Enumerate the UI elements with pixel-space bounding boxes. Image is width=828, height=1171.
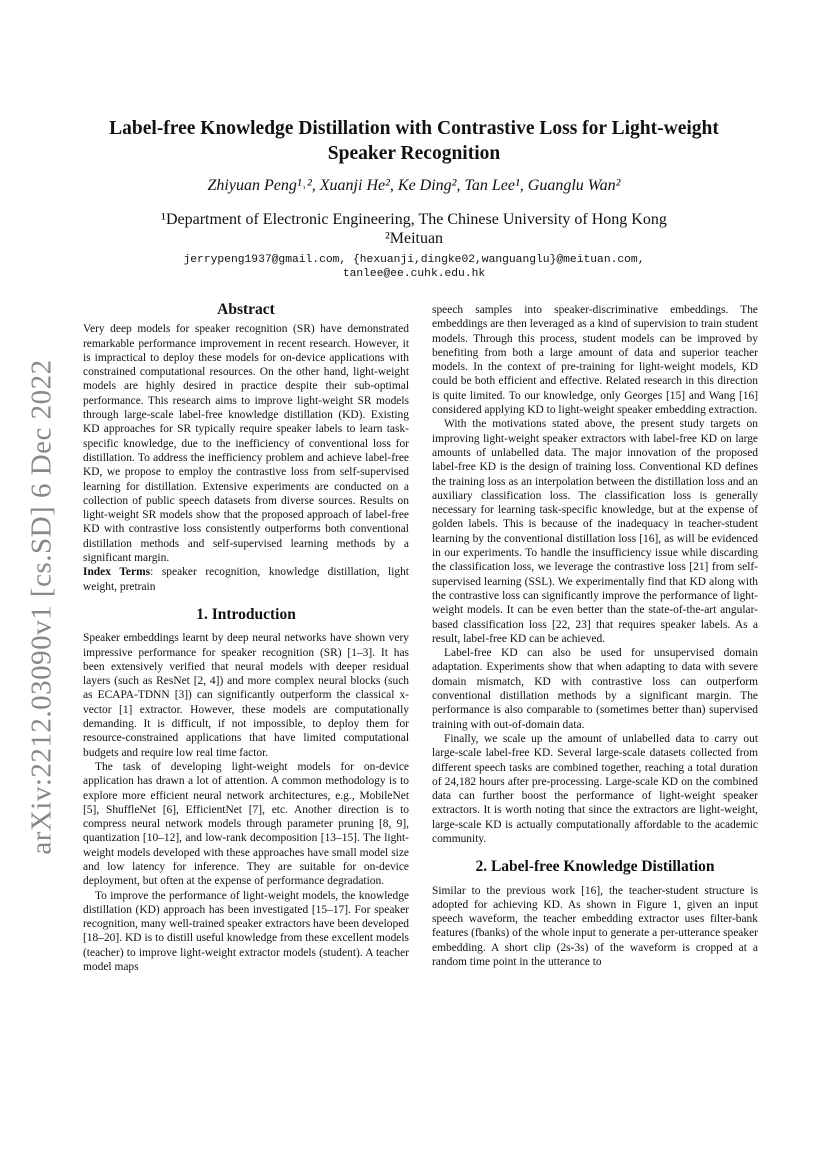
abstract-heading: Abstract xyxy=(217,301,275,318)
intro-paragraph-1: Speaker embeddings learnt by deep neural networks have shown very impressive performance for speaker recognition (SR) [1–3]. It has been extensively verified that neural models with deeper residual layers (such as ResNet [2, 4]) and more complex neural blocks (such as ECAPA-TDNN [3]) can significantly outperform the classical x-vector [1] extractor. However, these models are computationally demanding. It is difficult, if not impossible, to deploy them for resource-constrained applications that have limited computational budgets and require low real time factor. xyxy=(83,632,409,759)
email-line-1: jerrypeng1937@gmail.com, {hexuanji,dingke02,wanguanglu}@meituan.com, xyxy=(183,254,645,266)
intro-paragraph-6: Label-free KD can also be used for unsupervised domain adaptation. Experiments show that when adapting to data with severe domain mismatch, KD with contrastive loss can outperform conventional distillation methods by a significant margin. The performance is also comparable to (sometimes better than) supervised training with out-of-domain data. xyxy=(432,647,758,731)
index-terms xyxy=(83,565,409,594)
section-2-paragraph-1: Similar to the previous work [16], the teacher-student structure is adopted for achieving KD. As shown in Figure 1, given an input speech waveform, the teacher embedding extractor uses filter-bank features (fbanks) of the whole input to generate a per-utterance speaker embedding. A short clip (2s-3s) of the waveform is cropped at a random time point in the utterance to xyxy=(432,884,758,969)
intro-paragraph-2: The task of developing light-weight models for on-device application has drawn a lot of attention. A common methodology is to explore more efficient neural network architectures, e.g., MobileNet [5], ShuffleNet [6], EfficientNet [7], etc. Another direction is to compress neural network models through parameter pruning [8, 9], quantization [10–12], and low-rank decomposition [13–15]. The light-weight models developed with these approaches have small model size and low latency for inference. They are suitable for on-device deployment, but often at the expense of performance degradation. xyxy=(83,760,409,888)
index-terms-text: : speaker recognition, knowledge distillation, light weight, pretrain xyxy=(83,566,409,593)
intro-paragraph-3: To improve the performance of light-weight models, the knowledge distillation (KD) approach has been investigated [15–17]. For speaker recognition, many well-trained speaker extractors have been developed [18–20]. KD is to distill useful knowledge from these excellent models (teacher) to improve light-weight extractor models (student). A teacher model maps xyxy=(83,889,409,974)
arxiv-identifier: arXiv:2212.03090v1 [cs.SD] 6 Dec 2022 xyxy=(25,359,58,855)
affiliations xyxy=(90,210,738,248)
author-emails xyxy=(90,253,738,281)
intro-paragraph-4: speech samples into speaker-discriminative embeddings. The embeddings are then leveraged as a kind of supervision to train student models. Through this process, student models can be improved by benefiting from both a large amount of data and superior teacher models. In the context of pre-training for light-weight models, KD could be both efficient and effective. Related research in this direction is quite limited. To our knowledge, only Georges [15] and Wang [16] considered applying KD to light-weight speaker embedding extraction. xyxy=(432,304,758,417)
affiliation-2: ²Meituan xyxy=(384,230,444,247)
paper-title: Label-free Knowledge Distillation with Contrastive Loss for Light-weight Speaker Recognition xyxy=(109,118,719,164)
section-2-heading: 2. Label-free Knowledge Distillation xyxy=(475,858,715,876)
author-list: Zhiyuan Peng¹˒², Xuanji He², Ke Ding², Tan Lee¹, Guanglu Wan² xyxy=(207,177,621,194)
left-column xyxy=(83,303,409,974)
abstract-text: Very deep models for speaker recognition (SR) have demonstrated remarkable performance improvement in recent research. However, it is impractical to deploy these models for on-device applications with constrained computational resources. On the other hand, light-weight models are highly desired in practice despite their sub-optimal performance. This research aims to improve light-weight SR models through large-scale label-free knowledge distillation (KD). Existing KD approaches for SR typically require speaker labels to learn task-specific knowledge, due to the inefficiency of conventional loss for distillation. To address the inefficiency problem and achieve label-free KD, we propose to employ the contrastive loss from self-supervised learning for distillation. Extensive experiments are conducted on a collection of public speech datasets from diverse sources. Results on light-weight SR models show that the proposed approach of label-free KD with contrastive loss consistently outperforms both conventional distillation methods and self-supervised learning methods by a significant margin. xyxy=(83,323,409,565)
arxiv-sidebar xyxy=(22,359,62,855)
intro-paragraph-7: Finally, we scale up the amount of unlabelled data to carry out large-scale label-free KD. Several large-scale datasets collected from different speech tasks are combined together, reaching a total duration of 24,182 hours after pre-processing. Large-scale KD on the combined data can further boost the performance of light-weight speaker extractors. It is worth noting that since the extractors are light-weight, large-scale KD is actually computationally affordable to the academic community. xyxy=(432,732,758,845)
right-column xyxy=(432,303,758,969)
intro-paragraph-5: With the motivations stated above, the present study targets on improving light-weight speaker extractors with label-free KD on large amounts of unlabelled data. The major innovation of the proposed label-free KD is the design of training loss. Conventional KD defines the training loss as an interpolation between the distillation loss and an auxiliary classification loss. The classification loss is generally necessary for learning task-specific knowledge, but at the expense of golden labels. This is because of the inadequacy in teacher-student learning by the conventional distillation loss [16], as will be evidenced in our experiments. To handle the insufficiency issue while discarding the classification loss, we leverage the contrastive loss [21] from self-supervised learning (SSL). We experimentally find that KD along with the contrastive loss can significantly improve the performance of light-weight models. It can be even better than the state-of-the-art angular-based classification loss [22, 23] that requires speaker labels. As a result, label-free KD can be achieved. xyxy=(432,418,758,645)
index-terms-label: Index Terms xyxy=(83,566,151,579)
intro-heading: 1. Introduction xyxy=(196,605,296,623)
affiliation-1: ¹Department of Electronic Engineering, The Chinese University of Hong Kong xyxy=(161,211,667,228)
email-line-2: tanlee@ee.cuhk.edu.hk xyxy=(342,268,486,280)
